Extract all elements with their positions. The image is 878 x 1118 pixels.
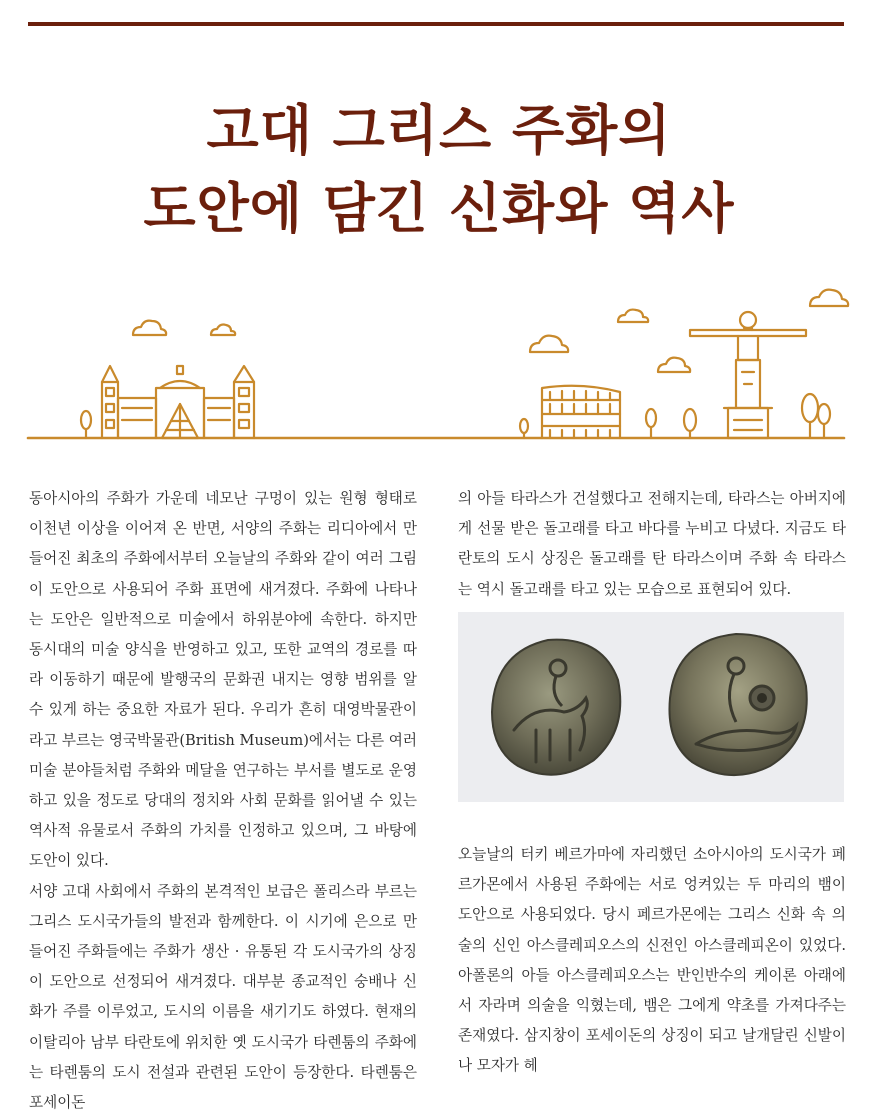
tree-icon bbox=[520, 419, 528, 438]
cloud-icon bbox=[618, 310, 648, 322]
top-rule bbox=[28, 22, 844, 26]
paragraph: 동아시아의 주화가 가운데 네모난 구멍이 있는 원형 형태로 이천년 이상을 이어져 온 반면, 서양의 주화는 리디아에서 만들어진 최초의 주화에서부터 오늘날의 주화와 같이 여러 그림이 도안으로 사용되어 주화 표면에 새겨졌다. 주화에 나타나는 도안은 일반적으로 미술에서 하위분야에 속한다. 하지만 동시대의 미술 양식을 반영하고 있고, 또한 교역의 경로를 따라 이동하기 때문에 발행국의 문화권 내지는 영향 범위를 알 수 있게 하는 중요한 자료가 된다. 우리가 흔히 대영박물관이라고 부르는 영국박물관(British Museum)에서는 다른 여러 미술 분야들처럼 주화와 메달을 연구하는 부서를 별도로 운영하고 있을 정도로 당대의 정치와 사회 문화를 읽어낼 수 있는 역사적 유물로서 주화의 가치를 인정하고 있으며, 그 바탕에 도안이 있다. bbox=[29, 490, 417, 870]
paragraph: 오늘날의 터키 베르가마에 자리했던 소아시아의 도시국가 페르가몬에서 사용된 주화에는 서로 엉켜있는 두 마리의 뱀이 도안으로 사용되었다. 당시 페르가몬에는 그리스 신화 속 의술의 신인 아스클레피오스의 신전인 아스클레피온이 있었다. 아폴론의 아들 아스클레피오스는 반인반수의 케이론 아래에서 자라며 의술을 익혔는데, 뱀은 그에게 약초를 가져다주는 존재였다. 삼지창이 포세이돈의 상징이 되고 날개달린 신발이나 모자가 헤 bbox=[458, 846, 846, 1075]
paragraph: 서양 고대 사회에서 주화의 본격적인 보급은 폴리스라 부르는 그리스 도시국가들의 발전과 함께한다. 이 시기에 은으로 만들어진 주화들에는 주화가 생산 · 유통된 각 도시국가의 상징이 도안으로 선정되어 새겨졌다. 대부분 종교적인 숭배나 신화가 주를 이루었고, 도시의 이름을 새기기도 하였다. 현재의 이탈리아 남부 타란토에 위치한 옛 도시국가 타렌툼의 주화에는 타렌툼의 도시 전설과 관련된 도안이 등장한다. 타렌툼은 포세이돈 bbox=[29, 882, 417, 1112]
landmarks-illustration bbox=[0, 280, 878, 450]
cloud-icon bbox=[810, 290, 848, 306]
paragraph: 의 아들 타라스가 건설했다고 전해지는데, 타라스는 아버지에게 선물 받은 돌고래를 타고 바다를 누비고 다녔다. 지금도 타란토의 도시 상징은 돌고래를 탄 타라스이며 주화 속 타라스는 역시 돌고래를 타고 있는 모습으로 표현되어 있다. bbox=[458, 490, 846, 598]
tree-icon bbox=[684, 409, 696, 438]
page-title bbox=[0, 92, 878, 248]
cloud-icon bbox=[211, 325, 235, 336]
article-left-column bbox=[29, 484, 417, 1118]
christ-redeemer-icon bbox=[690, 312, 806, 438]
tree-icon bbox=[646, 409, 656, 438]
coin-obverse-horseman bbox=[492, 640, 620, 775]
coin-photo bbox=[458, 612, 844, 802]
article-right-column-bottom bbox=[458, 840, 846, 1082]
cloud-icon bbox=[658, 358, 690, 372]
title-line-1: 고대 그리스 주화의 bbox=[206, 99, 672, 162]
title-line-2: 도안에 담긴 신화와 역사 bbox=[143, 177, 735, 240]
coin-reverse-taras-dolphin bbox=[669, 634, 806, 775]
louvre-icon bbox=[102, 366, 254, 438]
colosseum-icon bbox=[542, 386, 620, 438]
cloud-icon bbox=[530, 336, 568, 352]
cloud-icon bbox=[133, 321, 166, 335]
tree-icon bbox=[81, 411, 91, 438]
tree-icon bbox=[818, 404, 830, 438]
article-right-column-top bbox=[458, 484, 846, 605]
tree-icon bbox=[802, 394, 818, 438]
